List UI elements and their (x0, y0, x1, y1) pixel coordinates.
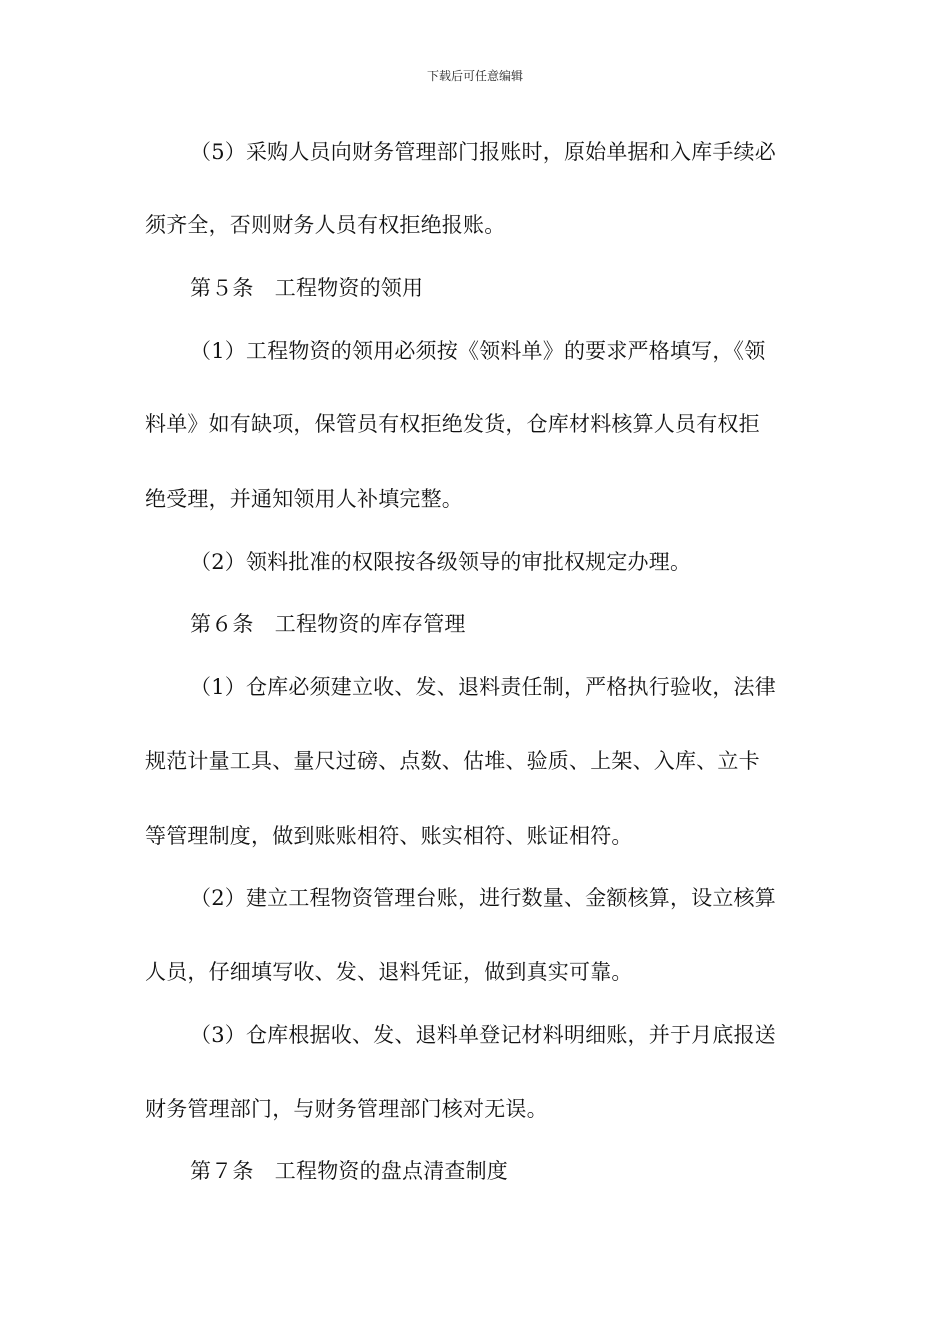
article-6-item-1-line-3: 等管理制度，做到账账相符、账实相符、账证相符。 (145, 824, 633, 848)
article-5-heading: 第５条 工程物资的领用 (190, 276, 424, 300)
article-7-heading: 第７条 工程物资的盘点清查制度 (190, 1159, 508, 1183)
article-6-item-1-line-2: 规范计量工具、量尺过磅、点数、估堆、验质、上架、入库、立卡 (145, 749, 760, 773)
article-6-item-3-line-2: 财务管理部门，与财务管理部门核对无误。 (145, 1097, 548, 1121)
article-6-heading: 第６条 工程物资的库存管理 (190, 612, 466, 636)
article-5-item-2: （2）领料批准的权限按各级领导的审批权规定办理。 (190, 550, 692, 574)
paragraph-5-line-1: （5）采购人员向财务管理部门报账时，原始单据和入库手续必 (190, 140, 776, 164)
article-5-item-1-line-2: 料单》如有缺项，保管员有权拒绝发货，仓库材料核算人员有权拒 (145, 412, 760, 436)
article-6-item-3-line-1: （3）仓库根据收、发、退料单登记材料明细账，并于月底报送 (190, 1023, 776, 1047)
article-6-item-2-line-2: 人员，仔细填写收、发、退料凭证，做到真实可靠。 (145, 960, 633, 984)
page-header-note: 下载后可任意编辑 (426, 69, 523, 83)
article-6-item-1-line-1: （1）仓库必须建立收、发、退料责任制，严格执行验收，法律 (190, 675, 776, 699)
paragraph-5-line-2: 须齐全，否则财务人员有权拒绝报账。 (145, 213, 506, 237)
article-5-item-1-line-3: 绝受理，并通知领用人补填完整。 (145, 487, 463, 511)
article-6-item-2-line-1: （2）建立工程物资管理台账，进行数量、金额核算，设立核算 (190, 886, 776, 910)
article-5-item-1-line-1: （1）工程物资的领用必须按《领料单》的要求严格填写，《领 (190, 339, 766, 363)
